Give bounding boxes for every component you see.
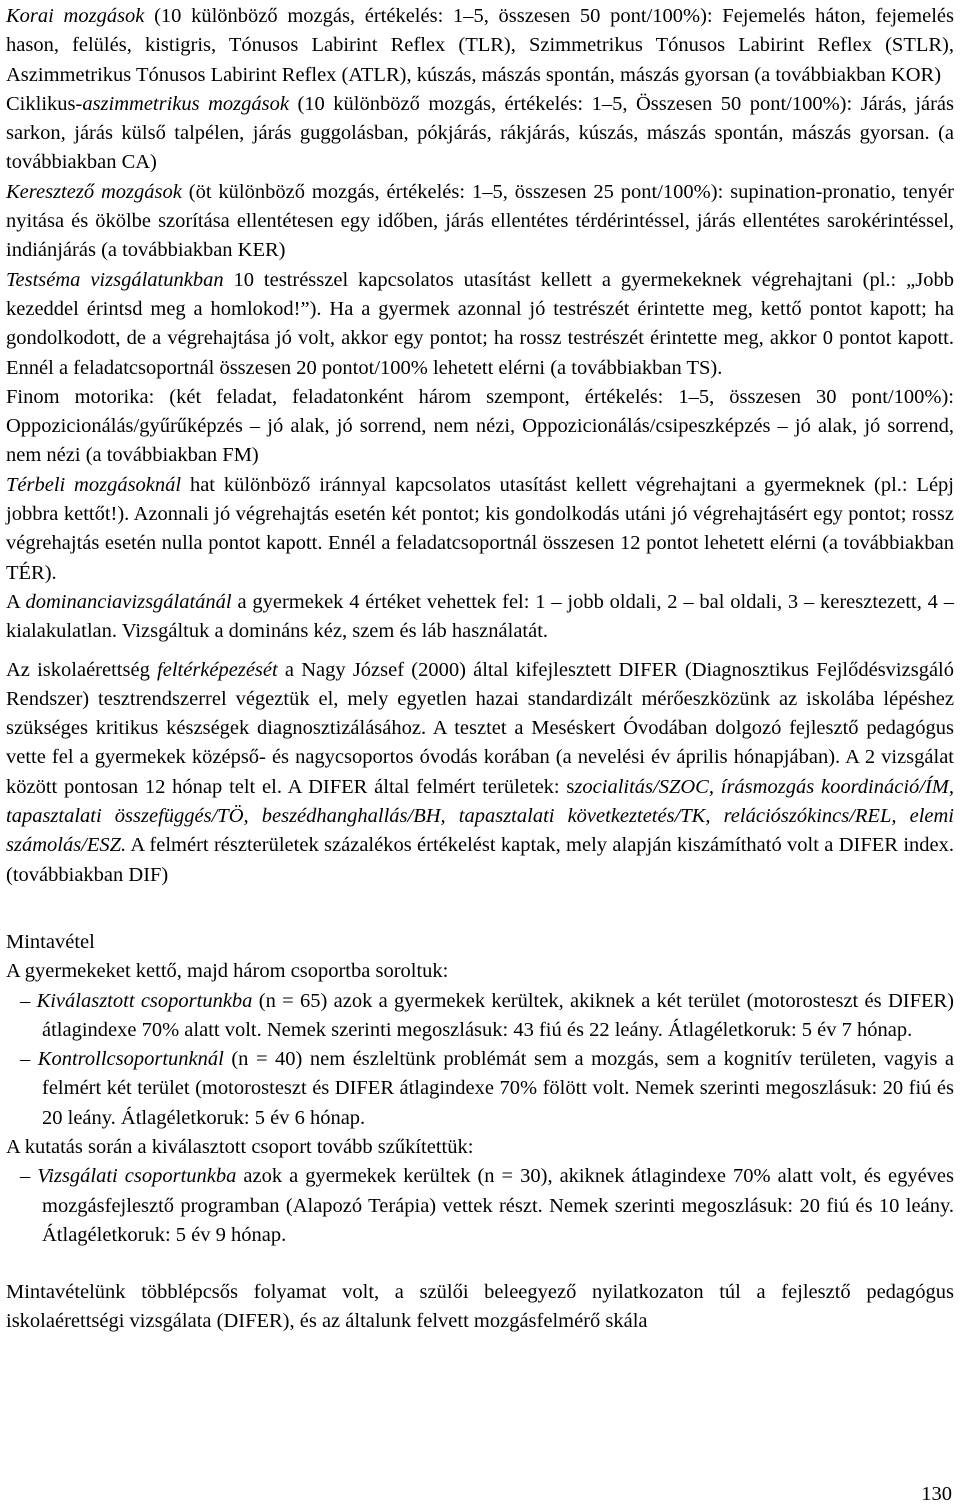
page-number: 130 [921,1483,952,1505]
paragraph-narrowing: A kutatás során a kiválasztott csoport tovább szűkítettük: [6,1135,474,1158]
paragraph-dominance: A dominanciavizsgálatánál a gyermekek 4 értéket vehettek fel: 1 – jobb oldali, 2 – bal oldali, 3 – keresztezett, 4 – kialakulatlan. Vizsgáltuk a domináns kéz, szem és láb használatát. [6,590,954,643]
term-crossing-movements: Keresztező mozgások [6,180,182,203]
paragraph-crossing-movements: Keresztező mozgások (öt különböző mozgás, értékelés: 1–5, összesen 25 pont/100%): supination-pronatio, tenyér nyitása és ökölbe szorítása ellentétesen egy időben, járás ellentétes térdérintéssel, járás ellentétes sarokérintéssel, indiánjárás (a továbbiakban KER) [6,180,954,262]
list-item-control-group: – Kontrollcsoportunknál (n = 40) nem észleltünk problémát sem a mozgás, sem a kognitív területen, vagyis a felmért két terület (motorosteszt és DIFER átlagindexe 70% fölött volt. Nemek szerinti megoszlásuk: 20 fiú és 20 leány. Átlagéletkoruk: 5 év 6 hónap. [20,1048,954,1129]
section-heading-sampling: Mintavétel [6,930,95,953]
term-early-movements: Korai mozgások [6,5,145,27]
term-difer-areas: zocialitás/SZOC, írásmozgás koordináció/ÍM, tapasztalati összefüggés/TÖ, beszédhanghallás/BH, tapasztalati következtetés/TK, relációszókincs/REL, elemi számolás/ESZ. [6,775,955,857]
term-control-group: Kontrollcsoportunknál [37,1048,224,1071]
paragraph-cyclic-movements: Ciklikus-aszimmetrikus mozgások (10 különböző mozgás, értékelés: 1–5, Összesen 50 pont/100%): Járás, járás sarkon, járás külső talpélen, járás guggolásban, pókjárás, rákjárás, kúszás, mászás spontán, mászás gyorsan. (a továbbiakban CA) [6,92,954,174]
term-body-schema: Testséma vizsgálatunkban [6,268,224,291]
term-cyclic-movements: aszimmetrikus mozgások [82,92,289,115]
dash-bullet: – [20,989,37,1012]
term-dominance: dominanciavizsgálatánál [25,590,232,613]
term-study-group: Vizsgálati csoportunkba [37,1165,237,1188]
dash-bullet: – [20,1165,38,1188]
paragraph-grouping: A gyermekeket kettő, majd három csoportba soroltuk: [6,960,449,983]
term-spatial-movements: Térbeli mozgásoknál [6,473,182,496]
term-mapping: feltérképezését [157,658,278,681]
paragraph-early-movements: Korai mozgások (10 különböző mozgás, értékelés: 1–5, összesen 50 pont/100%): Fejemelés háton, fejemelés hason, felülés, kistigris, Tónusos Labirint Reflex (TLR), Szimmetrikus Tónusos Labirint Reflex (STLR), Aszimmetrikus Tónusos Labirint Reflex (ATLR), kúszás, mászás spontán, mászás gyorsan (a továbbiakban KOR) [6,5,954,86]
dash-bullet: – [20,1048,38,1071]
list-item-selected-group: – Kiválasztott csoportunkba (n = 65) azok a gyermekek kerültek, akiknek a két terület (motorosteszt és DIFER) átlagindexe 70% alatt volt. Nemek szerinti megoszlásuk: 43 fiú és 22 leány. Átlagéletkoruk: 5 év 7 hónap. [20,989,954,1041]
paragraph-fine-motor: Finom motorika: (két feladat, feladatonként három szempont, értékelés: 1–5, összesen 30 pont/100%): Oppozicionálás/gyűrűképzés – jó alak, jó sorrend, nem nézi, Oppozicionálás/csipeszképzés – jó alak, jó sorrend, nem nézi (a továbbiakban FM) [6,385,954,467]
paragraph-difer: Az iskolaérettség feltérképezését a Nagy József (2000) által kifejlesztett DIFER (Diagnosztikus Fejlődésvizsgáló Rendszer) tesztrendszerrel végeztük el, mely egyetlen hazai standardizált mérőeszközünk az iskolába lépéshez szükséges kritikus készségek diagnosztizálásához. A tesztet a Meséskert Óvodában dolgozó fejlesztő pedagógus vette fel a gyermekek középső- és nagycsoportos óvodás korában (a nevelési év április hónapjában). A 2 vizsgálat között pontosan 12 hónap telt el. A DIFER által felmért területek: szocialitás/SZOC, írásmozgás koordináció/ÍM, tapasztalati összefüggés/TÖ, beszédhanghallás/BH, tapasztalati következtetés/TK, relációszókincs/REL, elemi számolás/ESZ. A felmért részterületek százalékos értékelést kaptak, mely alapján kiszámítható volt a DIFER index. (továbbiakban DIF) [6,658,955,886]
document-page [6,2,954,1337]
paragraph-spatial-movements: Térbeli mozgásoknál hat különböző iránnyal kapcsolatos utasítást kellett végrehajtani a gyermeknek (pl.: Lépj jobbra kettőt!). Azonnali jó végrehajtás esetén két pontot; kis gondolkodás utáni jó végrehajtásért egy pontot; rossz végrehajtás esetén nulla pontot kapott. Ennél a feladatcsoportnál összesen 12 pontot lehetett elérni (a továbbiakban TÉR). [6,473,954,584]
list-item-study-group: – Vizsgálati csoportunkba azok a gyermekek kerültek (n = 30), akiknek átlagindexe 70% alatt volt, és egyéves mozgásfejlesztő programban (Alapozó Terápia) vettek részt. Nemek szerinti megoszlásuk: 20 fiú és 10 leány. Átlagéletkoruk: 5 év 9 hónap. [20,1165,954,1246]
paragraph-body-schema: Testséma vizsgálatunkban 10 testrésszel kapcsolatos utasítást kellett a gyermekeknek végrehajtani (pl.: „Jobb kezeddel érintsd meg a homlokod!”). Ha a gyermek azonnal jó testrészét érintette meg, kettő pontot kapott; ha gondolkodott, de a végrehajtása jó volt, akkor egy pontot; ha rossz testrészét érintette meg, akkor 0 pontot kapott. Ennél a feladatcsoportnál összesen 20 pontot/100% lehetett elérni (a továbbiakban TS). [6,268,954,379]
paragraph-multistage-sampling: Mintavételünk többlépcsős folyamat volt, a szülői beleegyező nyilatkozaton túl a fejlesztő pedagógus iskolaérettségi vizsgálata (DIFER), és az általunk felvett mozgásfelmérő skála [6,1281,954,1333]
term-selected-group: Kiválasztott csoportunkba [36,989,253,1012]
